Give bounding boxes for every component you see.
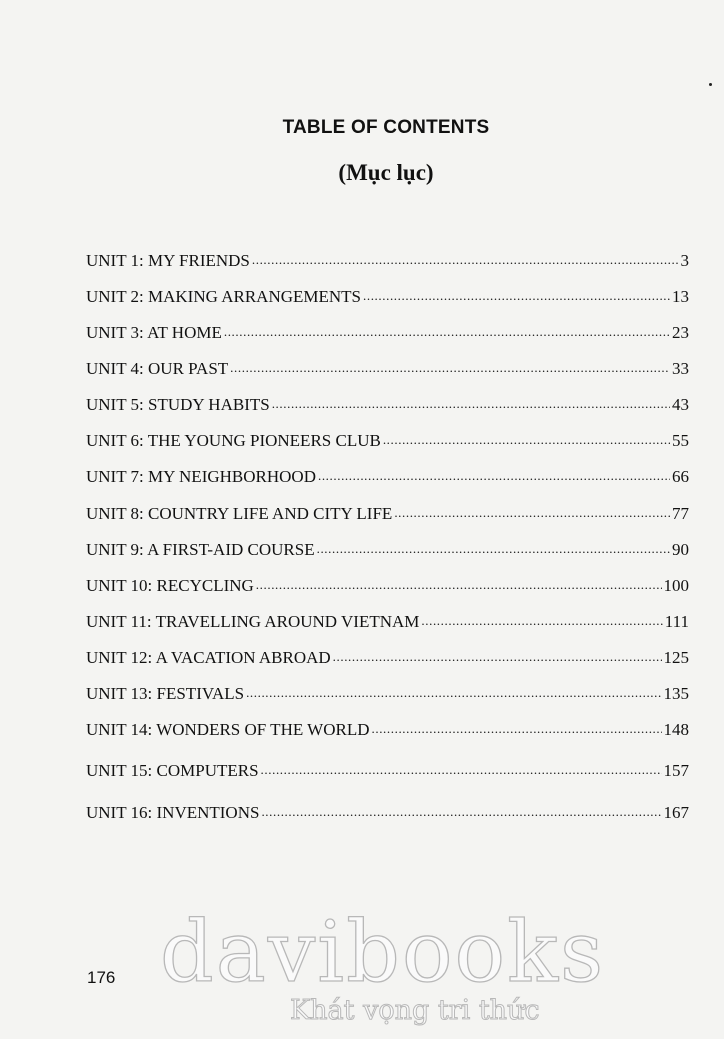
toc-entry	[86, 322, 689, 344]
toc-entry	[86, 611, 689, 633]
toc-entry-label: UNIT 14: WONDERS OF THE WORLD	[86, 720, 370, 739]
toc-entry-page: 23	[672, 323, 689, 342]
toc-entry-page: 125	[663, 648, 689, 667]
toc-dot-leader	[224, 322, 670, 338]
toc-entry-label: UNIT 5: STUDY HABITS	[86, 395, 270, 414]
toc-entry	[86, 802, 689, 824]
toc-entry-label: UNIT 16: INVENTIONS	[86, 803, 260, 822]
toc-dot-leader	[394, 503, 670, 519]
toc-entry-page: 13	[672, 287, 689, 306]
toc-entry-page: 33	[672, 359, 689, 378]
toc-entry-page: 90	[672, 540, 689, 559]
toc-dot-leader	[333, 647, 662, 663]
toc-dot-leader	[272, 394, 670, 410]
toc-entry-page: 100	[663, 576, 689, 595]
page-subtitle: (Mục lục)	[338, 160, 434, 185]
toc-entry-label: UNIT 15: COMPUTERS	[86, 761, 259, 780]
toc-dot-leader	[383, 430, 670, 446]
toc-entry	[86, 430, 689, 452]
toc-dot-leader	[318, 466, 670, 482]
toc-dot-leader	[261, 760, 662, 776]
toc-entry-page: 3	[680, 251, 689, 270]
toc-entry-label: UNIT 2: MAKING ARRANGEMENTS	[86, 287, 361, 306]
toc-entry	[86, 250, 689, 272]
toc-entry-label: UNIT 6: THE YOUNG PIONEERS CLUB	[86, 431, 381, 450]
toc-dot-leader	[256, 575, 662, 591]
toc-entry-label: UNIT 9: A FIRST-AID COURSE	[86, 540, 315, 559]
toc-dot-leader	[261, 802, 661, 818]
toc-dot-leader	[363, 286, 670, 302]
toc-dot-leader	[421, 611, 662, 627]
scan-speck	[709, 83, 712, 86]
toc-entry	[86, 647, 689, 669]
page-number: 176	[87, 968, 116, 987]
toc-entry	[86, 539, 689, 561]
toc-entry	[86, 286, 689, 308]
toc-entry-page: 148	[663, 720, 689, 739]
toc-entry-label: UNIT 1: MY FRIENDS	[86, 251, 250, 270]
toc-entry-page: 111	[664, 612, 689, 631]
toc-entry-page: 55	[672, 431, 689, 450]
toc-entry-label: UNIT 12: A VACATION ABROAD	[86, 648, 331, 667]
toc-entry-page: 43	[672, 395, 689, 414]
toc-entry-page: 167	[663, 803, 689, 822]
toc-entry	[86, 760, 689, 782]
toc-dot-leader	[230, 358, 670, 374]
toc-entry	[86, 503, 689, 525]
watermark-tagline: Khát vọng tri thức	[290, 995, 540, 1026]
toc-dot-leader	[317, 539, 670, 555]
toc-entry-label: UNIT 13: FESTIVALS	[86, 684, 245, 703]
toc-entry-label: UNIT 11: TRAVELLING AROUND VIETNAM	[86, 612, 420, 631]
toc-entry	[86, 683, 689, 705]
toc-entry-label: UNIT 4: OUR PAST	[86, 359, 229, 378]
toc-entry	[86, 575, 689, 597]
toc-dot-leader	[246, 683, 661, 699]
watermark-logo: davibooks	[160, 903, 606, 1001]
toc-entry-label: UNIT 8: COUNTRY LIFE AND CITY LIFE	[86, 504, 393, 523]
toc-entry-label: UNIT 7: MY NEIGHBORHOOD	[86, 467, 316, 486]
toc-dot-leader	[252, 250, 679, 266]
toc-entry	[86, 466, 689, 488]
toc-entry-label: UNIT 10: RECYCLING	[86, 576, 254, 595]
toc-entry	[86, 719, 689, 741]
toc-entry	[86, 358, 689, 380]
toc-entry-label: UNIT 3: AT HOME	[86, 323, 222, 342]
toc-dot-leader	[372, 719, 662, 735]
toc-entry-page: 66	[672, 467, 689, 486]
toc-entry-page: 77	[672, 504, 689, 523]
toc-entry-page: 135	[663, 684, 689, 703]
toc-entry-page: 157	[663, 761, 689, 780]
page-title: TABLE OF CONTENTS	[282, 117, 490, 138]
toc-entry	[86, 394, 689, 416]
